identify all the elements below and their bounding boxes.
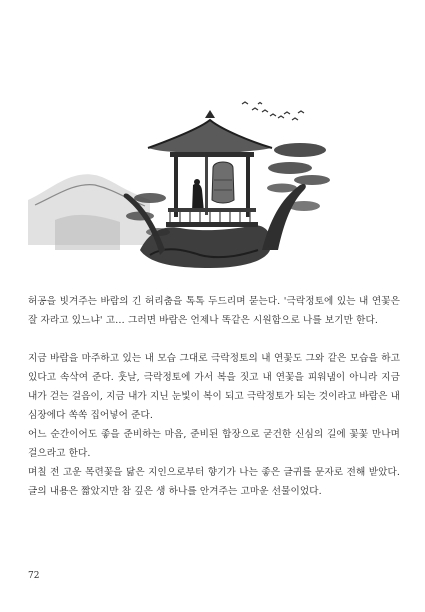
pavilion-ink-illustration <box>0 0 425 300</box>
pine-tree-right <box>262 143 330 250</box>
paragraph: 며칠 전 고운 목련꽃을 닮은 지인으로부터 향기가 나는 좋은 글귀를 문자로 전해 받았다. 글의 내용은 짧았지만 참 깊은 생 하나를 안겨주는 고마운 선물이었다. <box>28 467 400 497</box>
essay-body <box>28 292 400 501</box>
birds-icon <box>242 102 304 120</box>
paragraph: 지금 바람을 마주하고 있는 내 모습 그대로 극락정토의 내 연꽃도 그와 같은 모습을 하고 있다고 속삭여 준다. 훗날, 극락정토에 가서 복을 짓고 내 연꽃을 피워냄이 아니라 지금 내가 걷는 걸음이, 지금 내가 지닌 눈빛이 복이 되고 극락정토가 되는 것이라고 바람은 내 심장에다 쏙쏙 집어넣어 준다. <box>28 353 400 421</box>
paragraph: 허공을 빗겨주는 바람의 긴 허리춤을 톡톡 두드리며 묻는다. '극락정토에 있는 내 연꽃은 잘 자라고 있느냐' 고… 그러면 바람은 언제나 똑같은 시원함으로 나를 보기만 한다. <box>28 296 400 326</box>
paragraph: 어느 순간이어도 좋을 준비하는 마음, 준비된 합장으로 굳건한 신심의 길에 꽃꽃 만나며 걸으라고 한다. <box>28 429 400 459</box>
page-number: 72 <box>28 571 40 581</box>
pavilion <box>148 110 272 227</box>
